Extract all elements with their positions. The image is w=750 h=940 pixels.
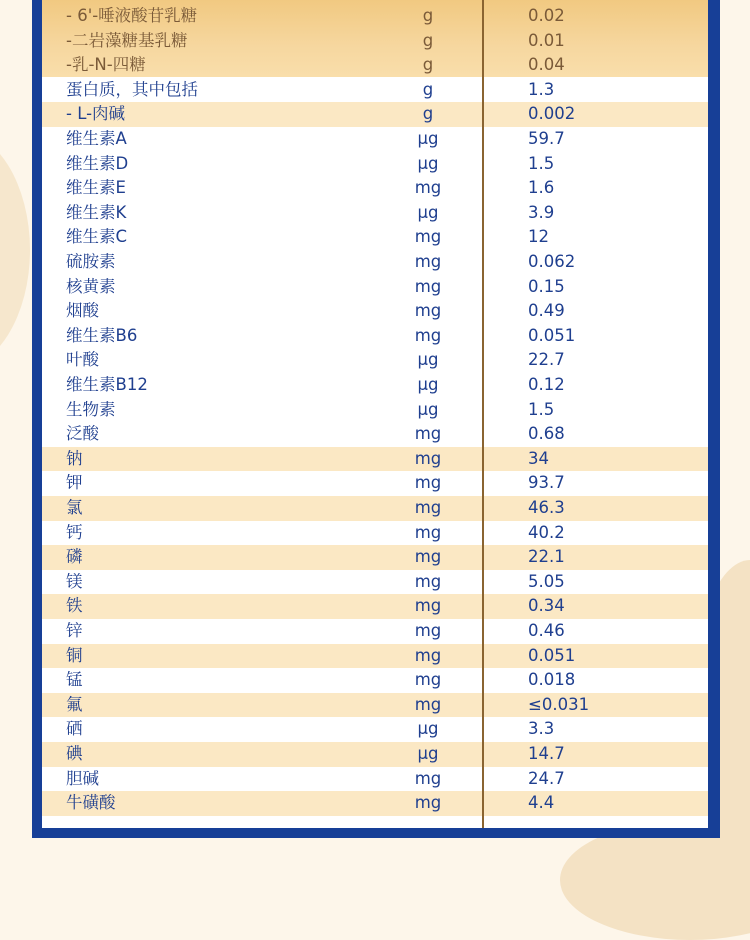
table-row [42, 521, 708, 546]
nutrient-name: 核黄素 [66, 276, 116, 296]
nutrient-name: 铁 [66, 596, 83, 616]
nutrient-value: 4.4 [528, 793, 555, 813]
nutrient-unit: mg [414, 645, 442, 665]
nutrient-unit: g [422, 6, 434, 25]
nutrient-name: -二岩藻糖基乳糖 [66, 30, 188, 50]
nutrient-name: 碘 [66, 744, 83, 763]
nutrient-value: 1.6 [528, 178, 555, 198]
nutrient-value: 59.7 [528, 129, 565, 148]
nutrient-name: - 6'-唾液酸苷乳糖 [66, 6, 198, 25]
nutrient-unit: mg [414, 252, 442, 271]
nutrient-unit: μg [417, 129, 439, 148]
table-row [42, 4, 708, 29]
nutrient-unit: μg [417, 350, 439, 370]
nutrient-value: 0.01 [528, 30, 565, 50]
nutrient-value: 24.7 [528, 768, 565, 788]
nutrient-unit: mg [414, 178, 442, 198]
nutrient-name: 烟酸 [66, 301, 99, 321]
table-row [42, 570, 708, 595]
column-divider [482, 0, 484, 828]
table-row [42, 127, 708, 152]
table-row [42, 176, 708, 201]
nutrient-name: 维生素E [66, 178, 126, 198]
nutrient-name: 镁 [66, 571, 83, 591]
nutrient-unit: mg [414, 571, 442, 591]
nutrient-name: 维生素C [66, 227, 128, 247]
nutrient-unit: mg [414, 473, 442, 493]
table-row [42, 373, 708, 398]
table-row [42, 791, 708, 816]
nutrient-unit: μg [417, 399, 439, 419]
table-row [42, 471, 708, 496]
table-row [42, 102, 708, 127]
nutrient-value: 22.1 [528, 547, 565, 567]
nutrient-name: 泛酸 [66, 424, 99, 444]
nutrient-value: 1.3 [528, 79, 555, 99]
nutrient-value: 14.7 [528, 744, 565, 763]
nutrient-value: 3.9 [528, 202, 555, 222]
nutrient-unit: μg [417, 719, 439, 739]
nutrient-name: 磷 [66, 547, 83, 567]
nutrient-value: 0.051 [528, 325, 576, 345]
nutrient-name: 氯 [66, 498, 83, 517]
nutrient-name: 维生素B12 [66, 375, 148, 394]
nutrition-table [42, 0, 708, 828]
nutrient-unit: mg [414, 448, 442, 468]
nutrient-value: ≤0.031 [528, 694, 590, 714]
table-row [42, 767, 708, 792]
nutrient-value: 0.002 [528, 104, 576, 124]
table-row [42, 693, 708, 718]
nutrient-name: 维生素D [66, 153, 129, 173]
table-row [42, 496, 708, 521]
nutrient-unit: mg [414, 621, 442, 640]
background-shape [0, 130, 30, 370]
nutrient-name: 钙 [66, 522, 83, 542]
nutrient-unit: μg [417, 375, 439, 394]
nutrient-unit: mg [414, 498, 442, 517]
nutrient-name: 维生素K [66, 202, 127, 222]
table-row [42, 250, 708, 275]
nutrient-name: 硒 [66, 719, 83, 739]
table-row [42, 78, 708, 103]
nutrient-unit: g [422, 30, 434, 50]
nutrient-value: 46.3 [528, 498, 565, 517]
nutrient-value: 0.49 [528, 301, 565, 321]
nutrient-name: 钾 [66, 473, 83, 493]
nutrient-name: 锌 [66, 621, 83, 640]
table-row [42, 545, 708, 570]
nutrient-name: 氟 [66, 694, 83, 714]
table-row [42, 619, 708, 644]
nutrient-name: 钠 [66, 448, 83, 468]
table-row [42, 29, 708, 54]
nutrient-name: - L-肉碱 [66, 104, 126, 124]
nutrient-unit: mg [414, 768, 442, 788]
nutrient-name: 维生素A [66, 129, 127, 148]
nutrient-value: 40.2 [528, 522, 565, 542]
nutrient-name: 锰 [66, 670, 83, 690]
nutrient-value: 34 [528, 448, 549, 468]
nutrient-unit: mg [414, 596, 442, 616]
table-row [42, 324, 708, 349]
nutrient-value: 0.68 [528, 424, 565, 444]
nutrient-unit: mg [414, 325, 442, 345]
nutrient-value: 0.04 [528, 55, 565, 75]
nutrient-name: 蛋白质，其中包括 [66, 79, 198, 99]
nutrient-value: 1.5 [528, 399, 555, 419]
table-row [42, 717, 708, 742]
nutrient-value: 0.46 [528, 621, 565, 640]
nutrient-value: 0.12 [528, 375, 565, 394]
nutrient-unit: mg [414, 301, 442, 321]
nutrient-value: 0.15 [528, 276, 565, 296]
table-row [42, 668, 708, 693]
nutrient-unit: g [422, 79, 434, 99]
table-row [42, 742, 708, 767]
nutrient-name: 胆碱 [66, 768, 99, 788]
nutrient-unit: μg [417, 153, 439, 173]
table-row [42, 201, 708, 226]
nutrient-name: -乳-N-四糖 [66, 55, 146, 75]
nutrient-unit: mg [414, 670, 442, 690]
table-row [42, 348, 708, 373]
nutrient-value: 0.051 [528, 645, 576, 665]
table-row [42, 53, 708, 78]
table-row [42, 398, 708, 423]
nutrient-value: 5.05 [528, 571, 565, 591]
nutrient-name: 生物素 [66, 399, 116, 419]
nutrient-unit: μg [417, 202, 439, 222]
table-row [42, 299, 708, 324]
nutrient-name: 维生素B6 [66, 325, 138, 345]
nutrient-unit: g [422, 55, 434, 75]
background-shape [560, 820, 750, 940]
nutrient-value: 12 [528, 227, 549, 247]
nutrient-name: 铜 [66, 645, 83, 665]
table-row [42, 422, 708, 447]
nutrient-unit: mg [414, 547, 442, 567]
nutrient-name: 硫胺素 [66, 252, 116, 271]
nutrient-unit: mg [414, 276, 442, 296]
nutrient-unit: mg [414, 424, 442, 444]
nutrient-name: 叶酸 [66, 350, 99, 370]
nutrient-value: 93.7 [528, 473, 565, 493]
nutrient-unit: μg [417, 744, 439, 763]
nutrient-value: 0.062 [528, 252, 576, 271]
table-row [42, 447, 708, 472]
nutrient-unit: mg [414, 694, 442, 714]
table-row [42, 594, 708, 619]
nutrient-unit: mg [414, 793, 442, 813]
table-row [42, 225, 708, 250]
nutrient-value: 0.018 [528, 670, 576, 690]
nutrient-unit: mg [414, 227, 442, 247]
nutrient-value: 0.02 [528, 6, 565, 25]
nutrient-value: 0.34 [528, 596, 565, 616]
nutrient-unit: g [422, 104, 434, 124]
nutrient-name: 牛磺酸 [66, 793, 116, 813]
nutrient-value: 3.3 [528, 719, 555, 739]
table-row [42, 152, 708, 177]
nutrient-unit: mg [414, 522, 442, 542]
table-row [42, 644, 708, 669]
nutrient-value: 22.7 [528, 350, 565, 370]
table-row [42, 275, 708, 300]
nutrient-value: 1.5 [528, 153, 555, 173]
